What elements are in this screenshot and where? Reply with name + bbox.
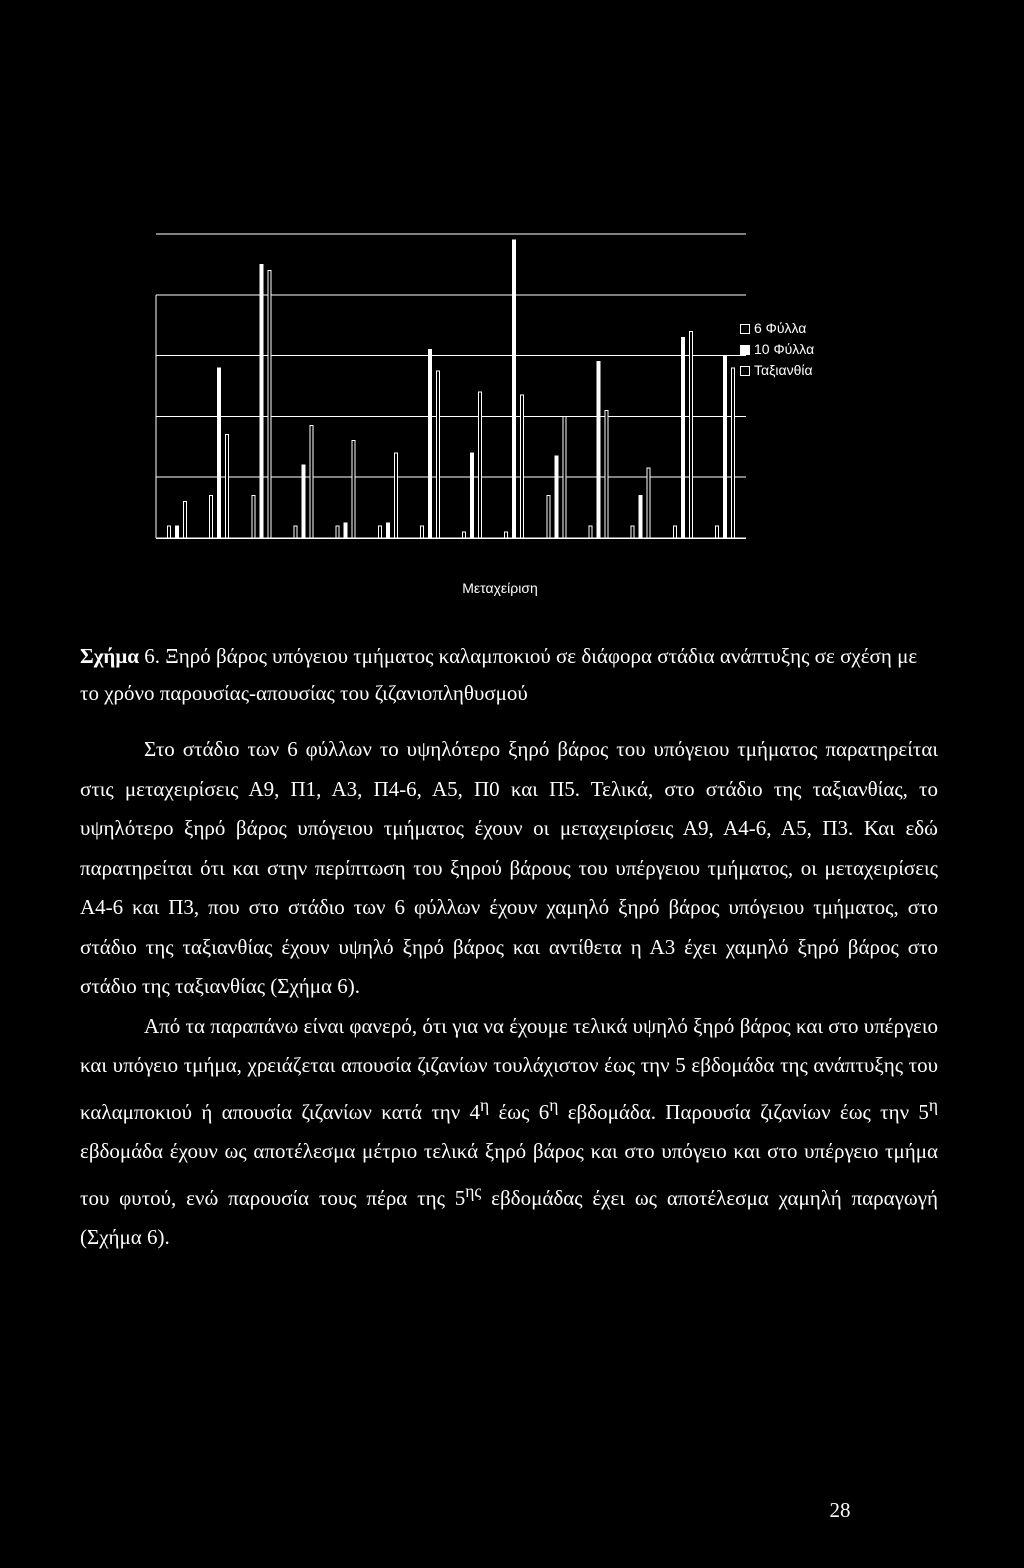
x-axis-label: Μεταχείριση	[462, 580, 538, 596]
legend-label: Ταξιανθία	[754, 362, 813, 378]
bar-series-3-cat-10	[563, 416, 566, 538]
page-number: 28	[829, 1498, 851, 1522]
body-text	[80, 730, 938, 1258]
bar-series-1-cat-7	[420, 526, 423, 538]
bar-series-3-cat-7	[436, 371, 439, 538]
bar-series-3-cat-12	[647, 468, 650, 538]
bar-series-3-cat-9	[521, 395, 524, 538]
bar-series-2-cat-4	[302, 465, 305, 538]
legend-swatch-outline-icon	[740, 366, 750, 376]
paragraph-2-part-c: εβδομάδα. Παρουσία ζιζανίων έως την 5	[558, 1099, 929, 1124]
bar-series-2-cat-11	[597, 362, 600, 538]
bar-series-1-cat-14	[715, 526, 718, 538]
bar-series-1-cat-3	[252, 495, 255, 538]
bar-series-3-cat-6	[394, 453, 397, 538]
paragraph-2	[80, 1007, 938, 1258]
bar-series-2-cat-5	[344, 523, 347, 538]
bar-series-3-cat-5	[352, 441, 355, 538]
bar-series-3-cat-11	[605, 410, 608, 538]
bar-series-2-cat-8	[471, 453, 474, 538]
bar-series-2-cat-10	[555, 456, 558, 538]
paragraph-1: Στο στάδιο των 6 φύλλων το υψηλότερο ξηρό βάρος του υπόγειου τμήματος παρατηρείται στις μεταχειρίσεις Α9, Π1, Α3, Π4-6, Α5, Π0 και Π5. Τελικά, στο στάδιο της ταξιανθίας, το υψηλότερο ξηρό βάρος υπόγειου τμήματος έχουν οι μεταχειρίσεις Α9, Α4-6, Α5, Π3. Και εδώ παρατηρείται ότι και στην περίπτωση του ξηρού βάρους του υπέργειου τμήματος, οι μεταχειρίσεις Α4-6 και Π3, που στο στάδιο των 6 φύλλων έχουν χαμηλό ξηρό βάρος υπόγειου τμήματος, στο στάδιο της ταξιανθίας έχουν υψηλό ξηρό βάρος και αντίθετα η Α3 έχει χαμηλό ξηρό βάρος στο στάδιο της ταξιανθίας (Σχήμα 6).	[80, 737, 938, 998]
paragraph-2-part-a: Από τα παραπάνω είναι φανερό, ότι για να έχουμε τελικά υψηλό ξηρό βάρος και στο υπέργειο και υπόγειο τμήμα, χρειάζεται απουσία ζιζανίων τουλάχιστον έως την 5 εβδομάδα της ανάπτυξης του καλαμποκιού ή απουσία ζιζανίων κατά την 4	[80, 1013, 938, 1124]
bar-series-3-cat-13	[689, 331, 692, 538]
bar-series-2-cat-14	[723, 356, 726, 538]
bar-series-1-cat-12	[631, 526, 634, 538]
bar-series-1-cat-5	[336, 526, 339, 538]
bar-series-1-cat-9	[505, 532, 508, 538]
bar-chart	[150, 228, 750, 544]
bar-series-1-cat-10	[547, 495, 550, 538]
bar-series-3-cat-3	[268, 270, 271, 538]
bar-series-1-cat-13	[673, 526, 676, 538]
legend-swatch-outline-icon	[740, 324, 750, 334]
legend-item-tassel	[740, 360, 814, 381]
legend-label: 10 Φύλλα	[754, 341, 815, 357]
bar-series-2-cat-13	[681, 337, 684, 538]
bar-series-2-cat-7	[428, 350, 431, 538]
bar-series-3-cat-4	[310, 426, 313, 538]
bar-series-2-cat-12	[639, 495, 642, 538]
bar-series-2-cat-6	[386, 523, 389, 538]
paragraph-2-part-d: εβδομάδα έχουν ως αποτέλεσμα μέτριο τελικά ξηρό βάρος και στο υπόγειο και στο υπέργειο τμήμα του φυτού, ενώ παρουσία τους πέρα της 5	[80, 1139, 938, 1210]
bar-series-1-cat-2	[210, 495, 213, 538]
bar-series-2-cat-2	[218, 368, 221, 538]
legend-item-6-leaves	[740, 318, 814, 339]
figure-caption	[80, 638, 940, 712]
bar-series-2-cat-9	[513, 240, 516, 538]
bar-series-3-cat-8	[479, 392, 482, 538]
bar-series-1-cat-4	[294, 526, 297, 538]
ordinal-suffix: ης	[465, 1180, 482, 1201]
legend-item-10-leaves	[740, 339, 814, 360]
paragraph-2-part-b: έως 6	[489, 1099, 550, 1124]
ordinal-suffix: η	[549, 1094, 559, 1115]
bar-series-2-cat-1	[176, 526, 179, 538]
ordinal-suffix: η	[928, 1094, 939, 1115]
bar-series-3-cat-2	[226, 435, 229, 538]
ordinal-suffix: η	[480, 1094, 490, 1115]
bar-series-2-cat-3	[260, 264, 263, 538]
paragraph-2-part-e: εβδομάδας έχει ως αποτέλεσμα χαμηλή παραγωγή (Σχήμα 6).	[80, 1185, 938, 1249]
chart-legend	[740, 318, 814, 381]
legend-swatch-filled-icon	[740, 345, 750, 355]
bar-series-1-cat-1	[168, 526, 171, 538]
bar-series-1-cat-8	[463, 532, 466, 538]
bar-series-3-cat-14	[731, 368, 734, 538]
bar-series-1-cat-6	[378, 526, 381, 538]
caption-label: Σχήμα	[80, 644, 139, 668]
caption-text: 6. Ξηρό βάρος υπόγειου τμήματος καλαμποκιού σε διάφορα στάδια ανάπτυξης σε σχέση με το χρόνο παρουσίας-απουσίας του ζιζανιοπληθυσμού	[80, 644, 918, 705]
bar-series-3-cat-1	[184, 502, 187, 538]
legend-label: 6 Φύλλα	[754, 320, 807, 336]
bar-series-1-cat-11	[589, 526, 592, 538]
